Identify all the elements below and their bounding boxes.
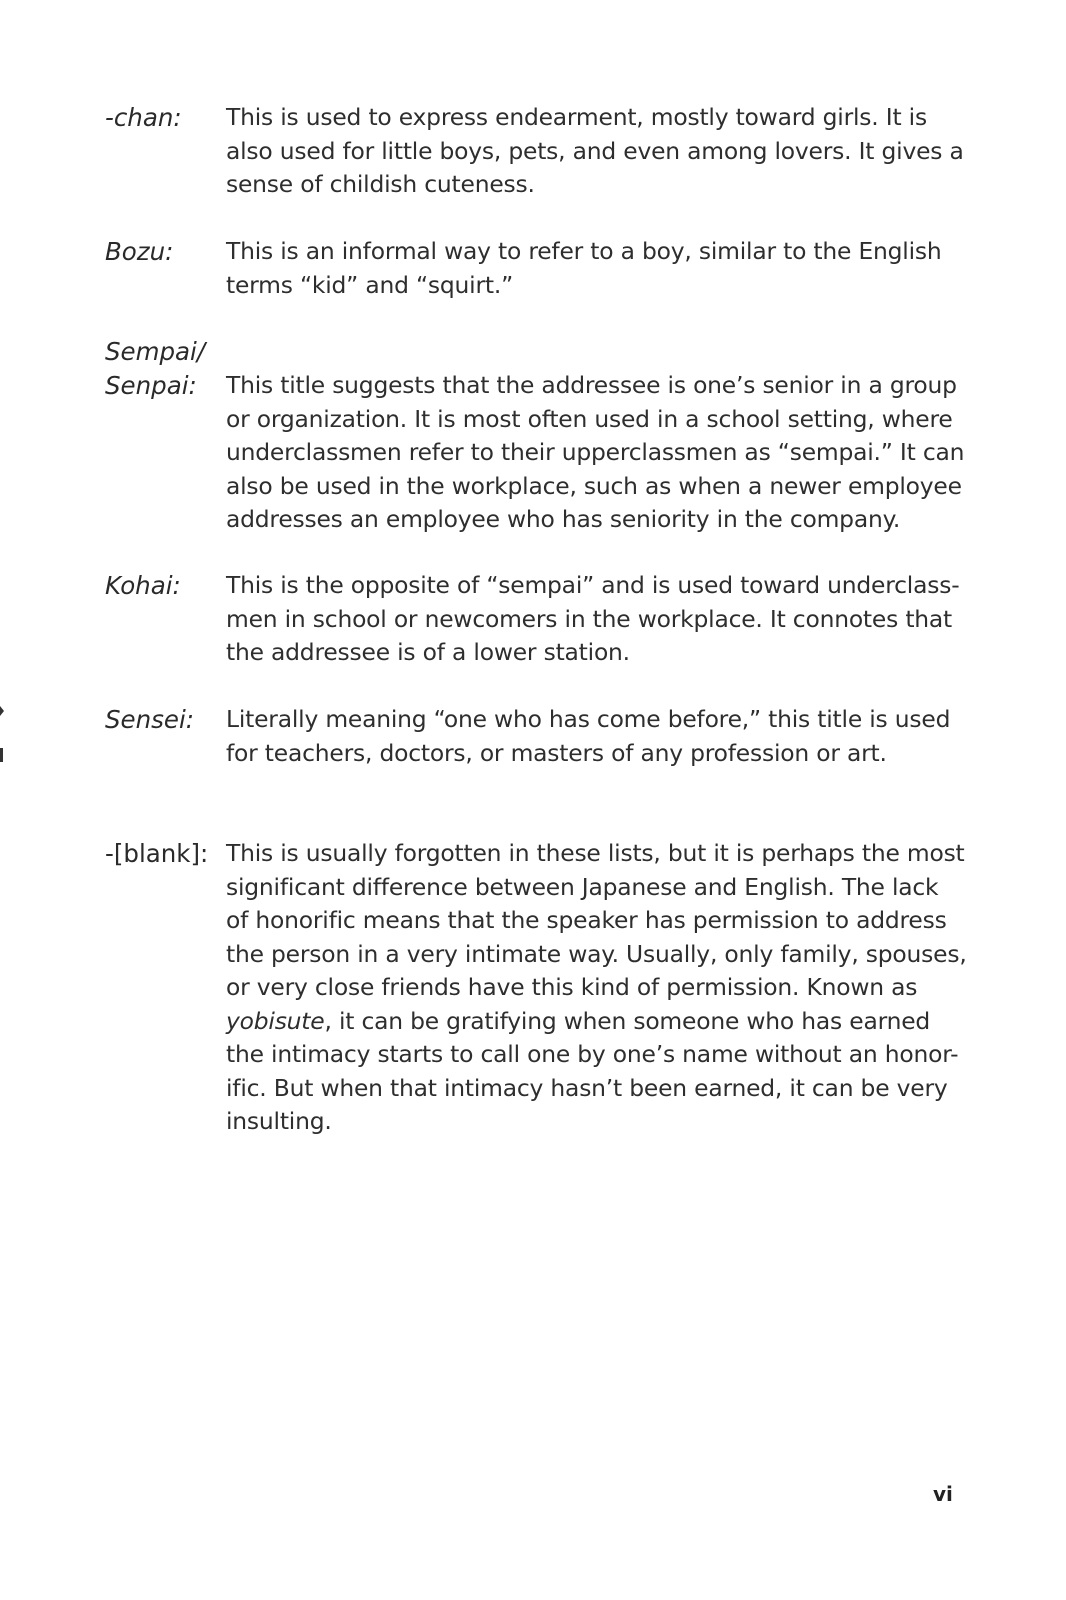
scan-edge-mark [0,748,3,762]
term-bozu: Bozu: [105,237,174,266]
yobisute-rest: , it can be gratifying when someone who has earned [324,1006,931,1035]
definition-line: the intimacy starts to call one by one’s name without an honor- [226,1040,959,1068]
definition-bozu [226,235,966,302]
definition-line: ific. But when that intimacy hasn’t been earned, it can be very [226,1073,948,1102]
definition-line: men in school or newcomers in the workplace. It connotes that [226,604,953,633]
definition-line: This is usually forgotten in these lists, but it is perhaps the most [226,839,965,867]
term-sempai-line1: Sempai/ [105,337,206,366]
definition-line: of honorific means that the speaker has permission to address [226,906,947,934]
definition-line: for teachers, doctors, or masters of any profession or art. [226,738,887,767]
definition-line: Literally meaning “one who has come before,” this title is used [226,705,951,733]
scan-edge-mark [0,706,4,716]
definition-line: significant difference between Japanese and English. The lack [226,872,939,901]
definition-line: also be used in the workplace, such as when a newer employee [226,471,962,500]
definition-line: addresses an employee who has seniority in the company. [226,505,901,533]
term-kohai: Kohai: [105,571,181,600]
definition-line: This title suggests that the addressee is one’s senior in a group [226,371,957,399]
term-senpai: Senpai: [105,371,197,400]
definition-chan [226,101,966,202]
definition-line: or very close friends have this kind of permission. Known as [226,973,918,1001]
definition-blank [226,837,966,1139]
definition-line: the person in a very intimate way. Usually, only family, spouses, [226,939,967,968]
definition-line: insulting. [226,1107,332,1135]
yobisute-term: yobisute [226,1006,325,1035]
definition-line: This is used to express endearment, mostly toward girls. It is [226,103,927,131]
definition-line: sense of childish cuteness. [226,170,535,198]
term-sensei: Sensei: [105,705,195,734]
page-number: vi [933,1482,953,1506]
definition-sempai [226,369,966,537]
definition-line: or organization. It is most often used in a school setting, where [226,404,953,433]
term-chan: -chan: [105,103,182,132]
definition-line-yobisute [226,1005,966,1039]
definition-line: terms “kid” and “squirt.” [226,270,513,299]
term-blank: -[blank]: [105,839,209,868]
definition-line: This is an informal way to refer to a boy, similar to the English [226,237,942,265]
definition-line: This is the opposite of “sempai” and is used toward underclass- [226,571,960,599]
definition-line: underclassmen refer to their upperclassmen as “sempai.” It can [226,438,965,466]
definition-line: also used for little boys, pets, and even among lovers. It gives a [226,136,964,165]
definition-line: the addressee is of a lower station. [226,638,630,666]
definition-sensei [226,703,966,770]
definition-kohai [226,569,966,670]
